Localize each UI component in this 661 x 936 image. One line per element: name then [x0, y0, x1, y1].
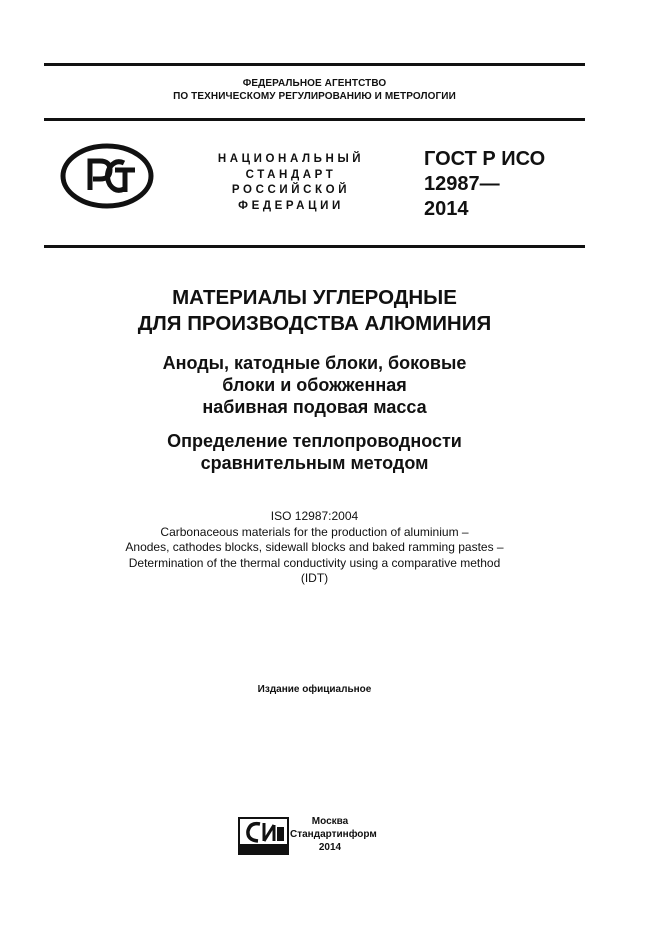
designation-line-1: ГОСТ Р ИСО	[424, 148, 546, 170]
lower-header-rule	[44, 245, 585, 248]
standard-designation	[424, 147, 545, 222]
iso-line-5: (IDT)	[300, 571, 329, 585]
iso-reference	[44, 509, 585, 587]
natstd-line-2: СТАНДАРТ	[245, 168, 337, 181]
top-rule	[44, 63, 585, 66]
method-line-1: Определение теплопроводности	[167, 431, 462, 451]
iso-line-4: Determination of the thermal conductivity using a comparative method	[128, 555, 501, 570]
rst-logo-icon	[60, 143, 154, 209]
standartinform-logo-icon	[238, 817, 289, 855]
iso-line-1: ISO 12987:2004	[270, 509, 359, 523]
agency-line-2: ПО ТЕХНИЧЕСКОМУ РЕГУЛИРОВАНИЮ И МЕТРОЛОГИИ	[173, 91, 456, 102]
subtitle-line-1: Аноды, катодные блоки, боковые	[162, 353, 467, 373]
title-line-1: МАТЕРИАЛЫ УГЛЕРОДНЫЕ	[172, 286, 457, 309]
publisher-city: Москва	[311, 816, 349, 827]
publisher-name: Стандартинформ	[290, 829, 377, 840]
agency-line-1: ФЕДЕРАЛЬНОЕ АГЕНТСТВО	[242, 78, 387, 89]
publisher-info	[290, 815, 377, 854]
method-line-2: сравнительным методом	[200, 453, 429, 473]
natstd-line-3: РОССИЙСКОЙ	[231, 184, 351, 196]
method-title	[44, 430, 585, 474]
agency-name	[44, 77, 585, 103]
subtitle-line-3: набивная подовая масса	[202, 397, 427, 417]
header-rule	[44, 118, 585, 121]
publisher-year: 2014	[318, 842, 342, 853]
natstd-line-1: НАЦИОНАЛЬНЫЙ	[217, 153, 365, 165]
title-line-2: ДЛЯ ПРОИЗВОДСТВА АЛЮМИНИЯ	[137, 312, 492, 335]
national-standard-label	[196, 152, 386, 214]
designation-line-3: 2014	[424, 198, 469, 220]
iso-line-3: Anodes, cathodes blocks, sidewall blocks and baked ramming pastes –	[125, 540, 504, 554]
document-title	[44, 285, 585, 337]
iso-line-2: Carbonaceous materials for the production of aluminium –	[160, 524, 469, 539]
subtitle-line-2: блоки и обожженная	[222, 375, 407, 395]
edition-label: Издание официальное	[257, 684, 372, 695]
natstd-line-4: ФЕДЕРАЦИИ	[238, 199, 344, 212]
designation-line-2: 12987—	[424, 173, 500, 195]
document-subtitle	[44, 352, 585, 418]
